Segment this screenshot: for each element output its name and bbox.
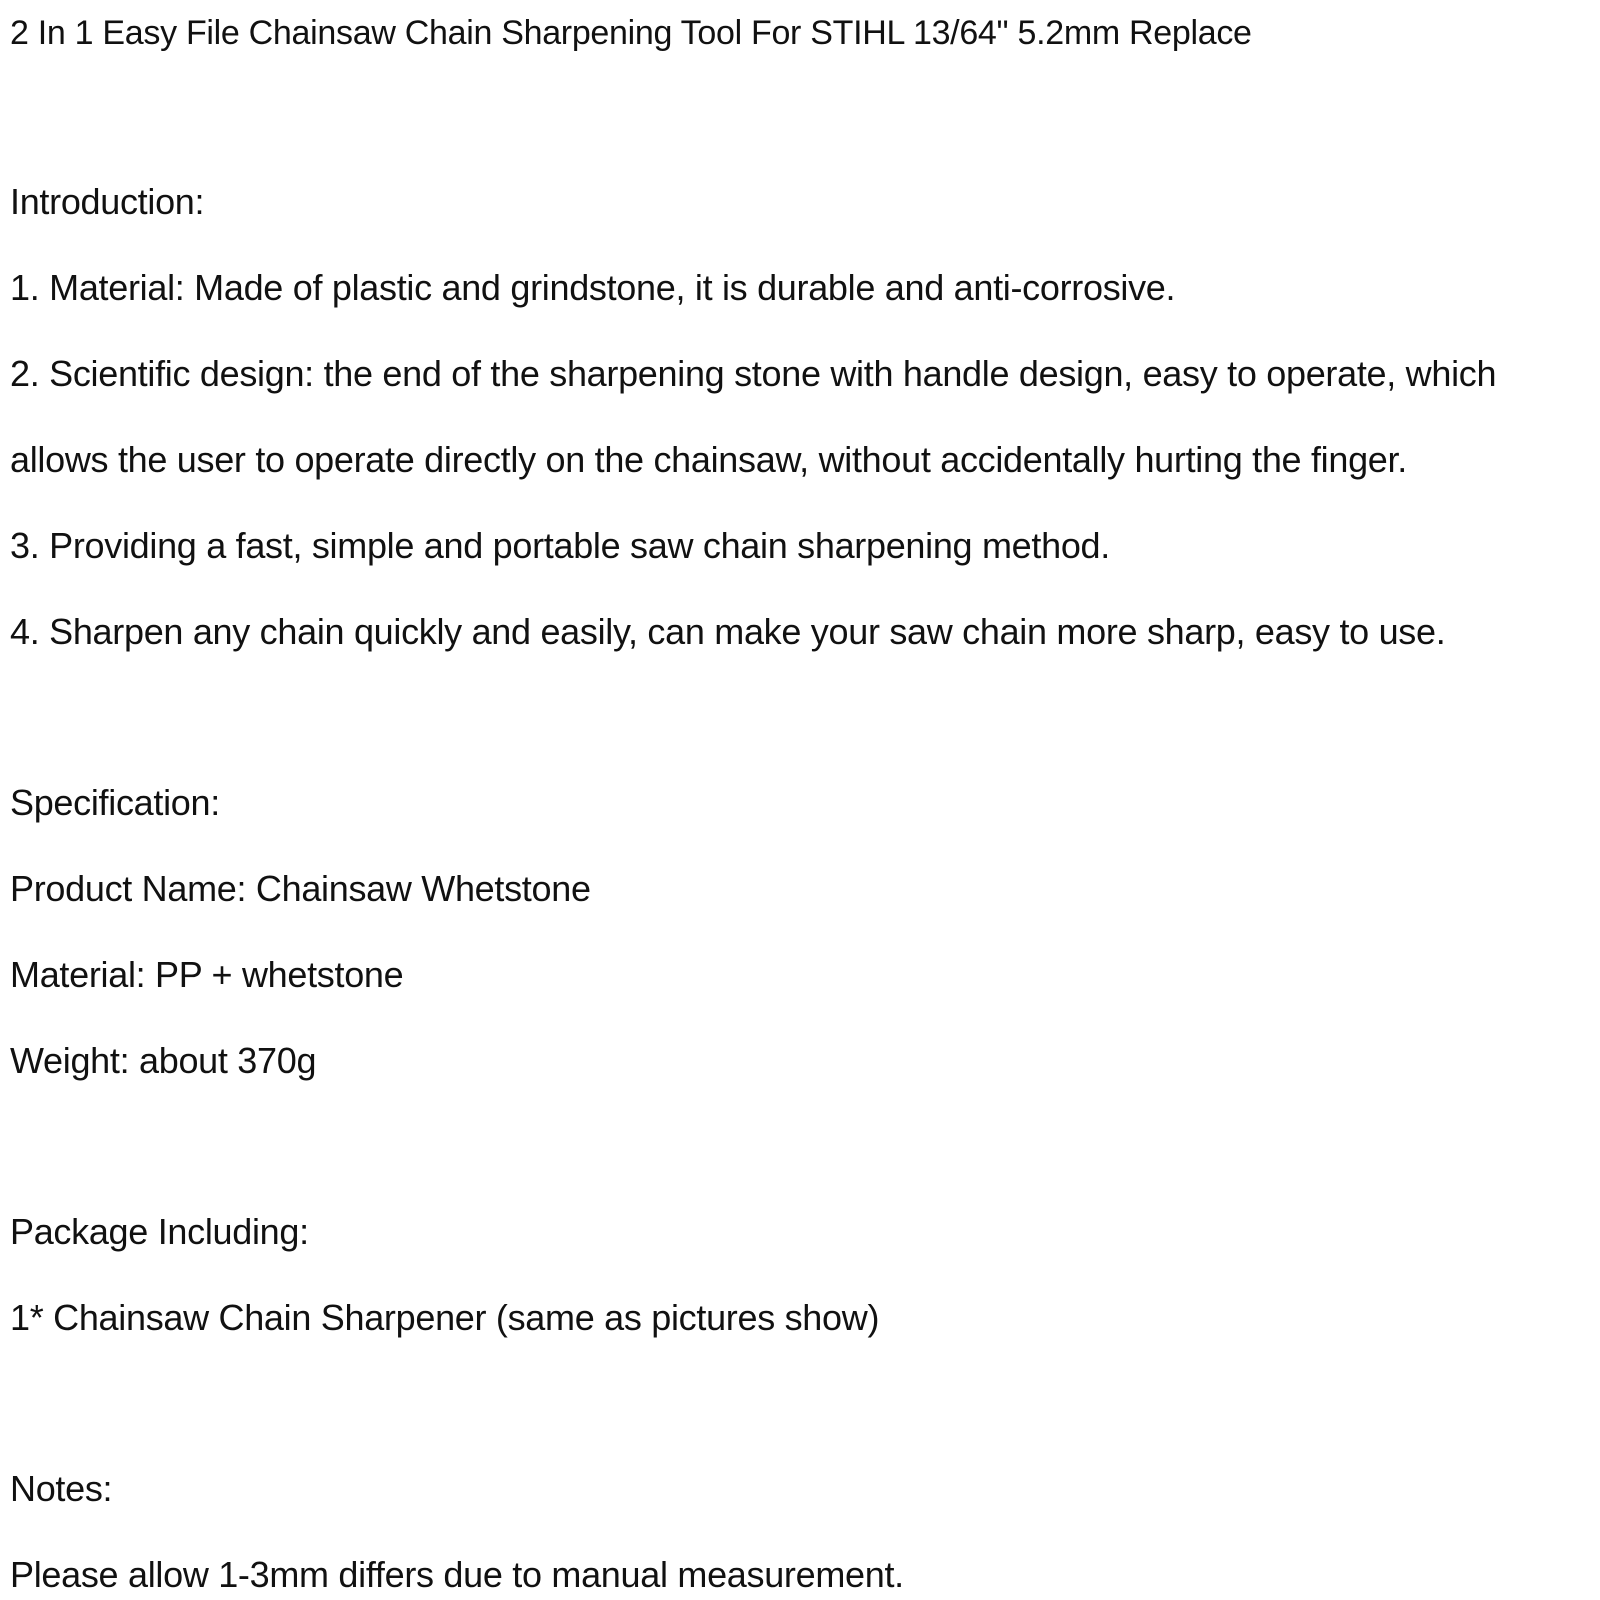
package-heading: Package Including:: [10, 1211, 309, 1252]
introduction-item-1: 1. Material: Made of plastic and grindstone, it is durable and anti-corrosive.: [10, 267, 1176, 308]
spec-weight: Weight: about 370g: [10, 1040, 317, 1081]
notes-item: Please allow 1-3mm differs due to manual measurement.: [10, 1554, 904, 1595]
introduction-item-2-continued: allows the user to operate directly on the chainsaw, without accidentally hurting the finger.: [10, 439, 1407, 480]
notes-heading: Notes:: [10, 1468, 113, 1509]
specification-heading: Specification:: [10, 782, 220, 823]
introduction-item-2: 2. Scientific design: the end of the sharpening stone with handle design, easy to operate, which: [10, 353, 1497, 394]
introduction-heading: Introduction:: [10, 181, 205, 222]
introduction-item-4: 4. Sharpen any chain quickly and easily, can make your saw chain more sharp, easy to use.: [10, 611, 1446, 652]
package-item: 1* Chainsaw Chain Sharpener (same as pictures show): [10, 1297, 880, 1338]
product-title: 2 In 1 Easy File Chainsaw Chain Sharpening Tool For STIHL 13/64" 5.2mm Replace: [10, 14, 1252, 52]
spec-product-name: Product Name: Chainsaw Whetstone: [10, 868, 591, 909]
introduction-item-3: 3. Providing a fast, simple and portable saw chain sharpening method.: [10, 525, 1110, 566]
spec-material: Material: PP + whetstone: [10, 954, 404, 995]
